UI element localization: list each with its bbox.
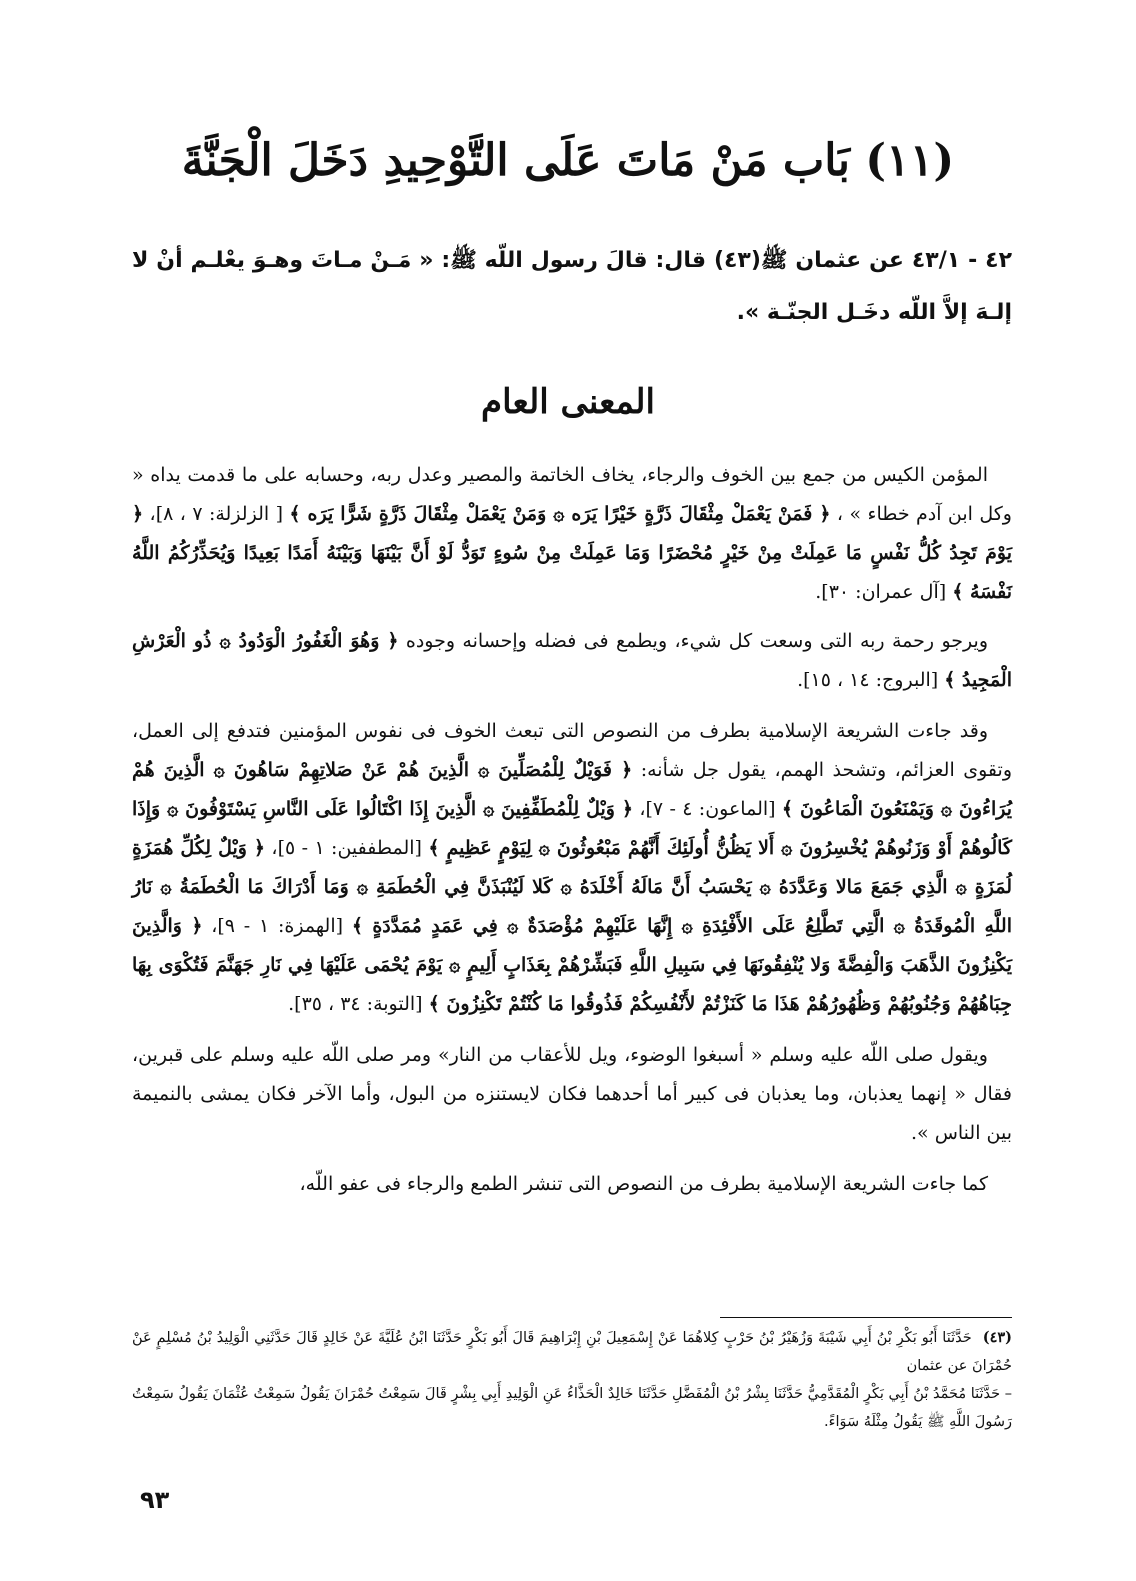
hadith-number: ٤٢ - ٤٣/١ bbox=[911, 248, 1012, 273]
footnote-text: حَدَّثَنَا أَبُو بَكْرِ بْنُ أَبِي شَيْبَةَ وَزُهَيْرُ بْنُ حَرْبٍ كِلاهُمَا عَنْ إِسْمَعِيلَ بْنِ إِبْرَاهِيمَ قَالَ أَبُو بَكْرٍ حَدَّثَنَا ابْنُ عُلَيَّةَ عَنْ خَالِدٍ قَالَ حَدَّثَنِي الْوَلِيدُ بْنُ مُسْلِمٍ عَنْ حُمْرَانَ عن عثمان bbox=[132, 1330, 1012, 1374]
paragraph-2 bbox=[132, 622, 1012, 700]
quran-verse: ﴿ وَيْلٌ لِلْمُطَفِّفِينَ ۞ الَّذِينَ إِذَا اكْتَالُوا عَلَى النَّاسِ يَسْتَوْفُونَ ۞ وَإِذَا كَالُوهُمْ أَوْ وَزَنُوهُمْ يُخْسِرُونَ ۞ أَلا يَظُنُّ أُولَئِكَ أَنَّهُمْ مَبْعُوثُونَ ۞ لِيَوْمٍ عَظِيمٍ ﴾ bbox=[132, 798, 1012, 859]
verse-reference: [المطففين: ١ - ٥]، bbox=[265, 837, 422, 859]
section-heading: المعنى العام bbox=[481, 382, 655, 422]
verse-reference: [التوبة: ٣٤ ، ٣٥]. bbox=[288, 993, 423, 1015]
hadith-body: عن عثمان ﷺ(٤٣) قال: قالَ رسول اللّه ﷺ: « مَـنْ مـاتَ وهـوَ يعْلـم أنْ لا إلـهَ إلاَّ اللّه دخَـل الجنّـة ». bbox=[132, 248, 1012, 325]
verse-reference: [الهمزة: ١ - ٩]، bbox=[202, 915, 344, 937]
paragraph-text: المؤمن الكيس من جمع بين الخوف والرجاء، يخاف الخاتمة والمصير وعدل ربه، وحسابه على ما قدمت يداه « وكل ابن آدم خطاء » ، bbox=[132, 464, 1012, 525]
chapter-title: (١١) بَاب مَنْ مَاتَ عَلَى التَّوْحِيدِ دَخَلَ الْجَنَّةَ bbox=[181, 135, 955, 186]
paragraph-4: ويقول صلى اللّه عليه وسلم « أسبغوا الوضوء، ويل للأعقاب من النار» ومر صلى اللّه عليه وسلم على قبرين، فقال « إنهما يعذبان، وما يعذبان فى كبير أما أحدهما فكان لايستنزه من البول، وأما الآخر فكان يمشى بالنميمة بين الناس ». bbox=[132, 1044, 1012, 1144]
footnotes bbox=[132, 1324, 1012, 1436]
page-number: ٩٣ bbox=[140, 1486, 170, 1514]
verse-reference: [آل عمران: ٣٠]. bbox=[815, 581, 947, 603]
body-text bbox=[132, 456, 1012, 1216]
verse-reference: [البروج: ١٤ ، ١٥]. bbox=[797, 669, 939, 691]
paragraph-text: وقد جاءت الشريعة الإسلامية بطرف من النصوص التى تبعث الخوف فى نفوس المؤمنين فتدفع إلى العمل، وتقوى العزائم، وتشحذ الهمم، يقول جل شأنه: bbox=[132, 720, 1013, 781]
verse-reference: [ الزلزلة: ٧ ، ٨]، bbox=[143, 503, 283, 525]
quran-verse: ﴿ وَهُوَ الْغَفُورُ الْوَدُودُ ۞ ذُو الْعَرْشِ الْمَجِيدُ ﴾ bbox=[132, 630, 1012, 691]
paragraph-1 bbox=[132, 456, 1012, 612]
paragraph-5: كما جاءت الشريعة الإسلامية بطرف من النصوص التى تنشر الطمع والرجاء فى عفو اللّه، bbox=[299, 1173, 988, 1195]
footnote-line: – حَدَّثَنَا مُحَمَّدُ بْنُ أَبِي بَكْرٍ الْمُقَدَّمِيُّ حَدَّثَنَا بِشْرُ بْنُ الْمُفَضَّلِ حَدَّثَنَا خَالِدٌ الْحَذَّاءُ عَنِ الْوَلِيدِ أَبِي بِشْرٍ قَالَ سَمِعْتُ حُمْرَانَ يَقُولُ سَمِعْتُ عُثْمَانَ يَقُولُ سَمِعْتُ رَسُولَ اللَّهِ ﷺ يَقُولُ مِثْلَهُ سَوَاءً. bbox=[132, 1386, 1012, 1430]
footnote-marker: (٤٣) bbox=[982, 1329, 1013, 1346]
paragraph-3 bbox=[132, 712, 1012, 1024]
quran-verse: ﴿ وَيْلٌ لِكُلِّ هُمَزَةٍ لُمَزَةٍ ۞ الَّذِي جَمَعَ مَالا وَعَدَّدَهُ ۞ يَحْسَبُ أَنَّ مَالَهُ أَخْلَدَهُ ۞ كَلا لَيُنْبَذَنَّ فِي الْحُطَمَةِ ۞ وَمَا أَدْرَاكَ مَا الْحُطَمَةُ ۞ نَارُ اللَّهِ الْمُوقَدَةُ ۞ الَّتِي تَطَّلِعُ عَلَى الأَفْئِدَةِ ۞ إِنَّهَا عَلَيْهِمْ مُؤْصَدَةٌ ۞ فِي عَمَدٍ مُمَدَّدَةٍ ﴾ bbox=[132, 837, 1012, 937]
quran-verse: ﴿ فَوَيْلٌ لِلْمُصَلِّينَ ۞ الَّذِينَ هُمْ عَنْ صَلاتِهِمْ سَاهُونَ ۞ الَّذِينَ هُمْ يُرَاءُونَ ۞ وَيَمْنَعُونَ الْمَاعُونَ ﴾ bbox=[132, 759, 1013, 820]
paragraph-text: ويرجو رحمة ربه التى وسعت كل شيء، ويطمع فى فضله وإحسانه وجوده bbox=[398, 630, 988, 652]
footnote-divider bbox=[720, 1317, 1012, 1318]
footnote-line bbox=[132, 1324, 1012, 1380]
quran-verse: ﴿ وَالَّذِينَ يَكْنِزُونَ الذَّهَبَ وَالْفِضَّةَ وَلا يُنْفِقُونَهَا فِي سَبِيلِ اللَّهِ فَبَشِّرْهُمْ بِعَذَابٍ أَلِيمٍ ۞ يَوْمَ يُحْمَى عَلَيْهَا فِي نَارِ جَهَنَّمَ فَتُكْوَى بِهَا جِبَاهُهُمْ وَجُنُوبُهُمْ وَظُهُورُهُمْ هَذَا مَا كَنَزْتُمْ لأَنْفُسِكُمْ فَذُوقُوا مَا كُنْتُمْ تَكْنِزُونَ ﴾ bbox=[132, 915, 1012, 1015]
quran-verse: ﴿ يَوْمَ تَجِدُ كُلُّ نَفْسٍ مَا عَمِلَتْ مِنْ خَيْرٍ مُحْضَرًا وَمَا عَمِلَتْ مِنْ سُوءٍ تَوَدُّ لَوْ أَنَّ بَيْنَهَا وَبَيْنَهُ أَمَدًا بَعِيدًا وَيُحَذِّرُكُمُ اللَّهُ نَفْسَهُ ﴾ bbox=[132, 503, 1012, 603]
verse-reference: [الماعون: ٤ - ٧]، bbox=[633, 798, 776, 820]
quran-verse: ﴿ فَمَنْ يَعْمَلْ مِثْقَالَ ذَرَّةٍ خَيْرًا يَرَه ۞ وَمَنْ يَعْمَلْ مِثْقَالَ ذَرَّةٍ شَرًّا يَرَه ﴾ bbox=[289, 503, 831, 525]
hadith-text bbox=[132, 235, 1012, 339]
